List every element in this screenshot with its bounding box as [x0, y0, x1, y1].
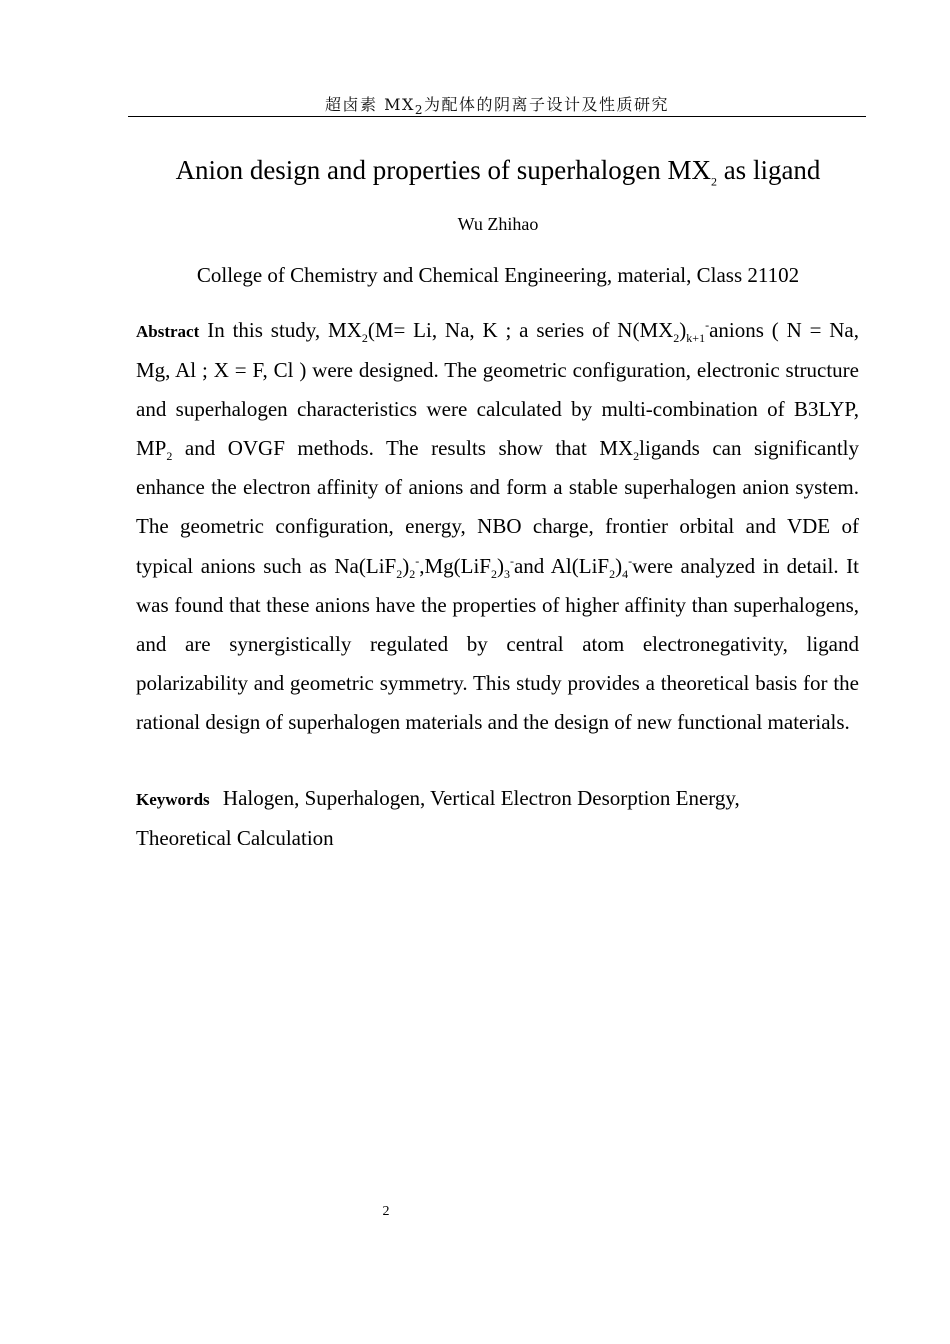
abstract-subscript: 2 — [673, 331, 680, 346]
abstract-subscript: 2 — [361, 331, 368, 346]
header-rule — [128, 116, 866, 117]
abstract-text: ) — [402, 553, 410, 578]
keywords — [136, 779, 859, 858]
title-subscript: 2 — [710, 174, 717, 189]
keywords-line-1: Halogen, Superhalogen, Vertical Electron Desorption Energy, — [222, 786, 740, 810]
keywords-label: Keywords — [136, 790, 210, 809]
abstract-subscript: 2 — [609, 566, 616, 581]
abstract-superscript: - — [509, 553, 514, 568]
abstract-text: anions ( N = Na, Mg, Al ; X = F, Cl ) were designed. The geometric configuration, electronic structure and superhalogen characteristics were calculated by multi-combination of B3LYP, MP — [136, 318, 859, 461]
abstract-subscript: k+1 — [686, 331, 706, 346]
abstract-subscript: 4 — [622, 566, 629, 581]
author-affiliation: College of Chemistry and Chemical Engineering, material, Class 21102 — [196, 263, 800, 287]
abstract-text: and Al(LiF — [513, 553, 610, 578]
abstract-superscript: - — [415, 553, 420, 568]
keywords-line-2: Theoretical Calculation — [136, 826, 334, 850]
abstract-text: ) — [615, 553, 623, 578]
abstract-label: Abstract — [136, 322, 200, 341]
abstract-subscript: 2 — [166, 449, 173, 464]
abstract-text: ,Mg(LiF — [419, 553, 491, 578]
abstract-text: In this study, MX — [207, 318, 362, 342]
title-text: Anion design and properties of superhalogen MX — [175, 155, 711, 185]
abstract — [136, 311, 859, 742]
abstract-text: and OVGF methods. The results show that MX — [172, 436, 634, 461]
running-header — [128, 92, 866, 118]
abstract-subscript: 3 — [503, 566, 510, 581]
abstract-subscript: 2 — [396, 566, 403, 581]
author-name: Wu Zhihao — [457, 214, 539, 234]
abstract-superscript: - — [628, 553, 633, 568]
abstract-subscript: 2 — [490, 566, 497, 581]
abstract-text: ) — [496, 553, 504, 578]
title-text-2: as ligand — [716, 155, 821, 185]
abstract-text: ) — [679, 318, 687, 342]
page-number: 2 — [382, 1204, 390, 1219]
abstract-text: ligands can significantly enhance the electron affinity of anions and form a stable superhalogen anion system. The geometric configuration, energy, NBO charge, frontier orbital and VDE of typical anions such as Na(LiF — [136, 436, 859, 578]
running-header-subscript: 2 — [414, 103, 424, 118]
abstract-text: were analyzed in detail. It was found that these anions have the properties of higher affinity than superhalogens, and are synergistically regulated by central atom electronegativity, ligand polarizability and geometric symmetry. This study provides a theoretical basis for the rational design of superhalogen materials and the design of new functional materials. — [136, 553, 859, 734]
running-header-text: 超卤素 MX — [324, 95, 415, 114]
running-header-text-2: 为配体的阴离子设计及性质研究 — [424, 95, 670, 114]
abstract-text: (M= Li, Na, K ; a series of N(MX — [367, 318, 674, 342]
paper-title — [0, 150, 950, 190]
abstract-subscript: 2 — [409, 566, 416, 581]
abstract-subscript: 2 — [633, 449, 640, 464]
abstract-superscript: - — [705, 318, 710, 332]
